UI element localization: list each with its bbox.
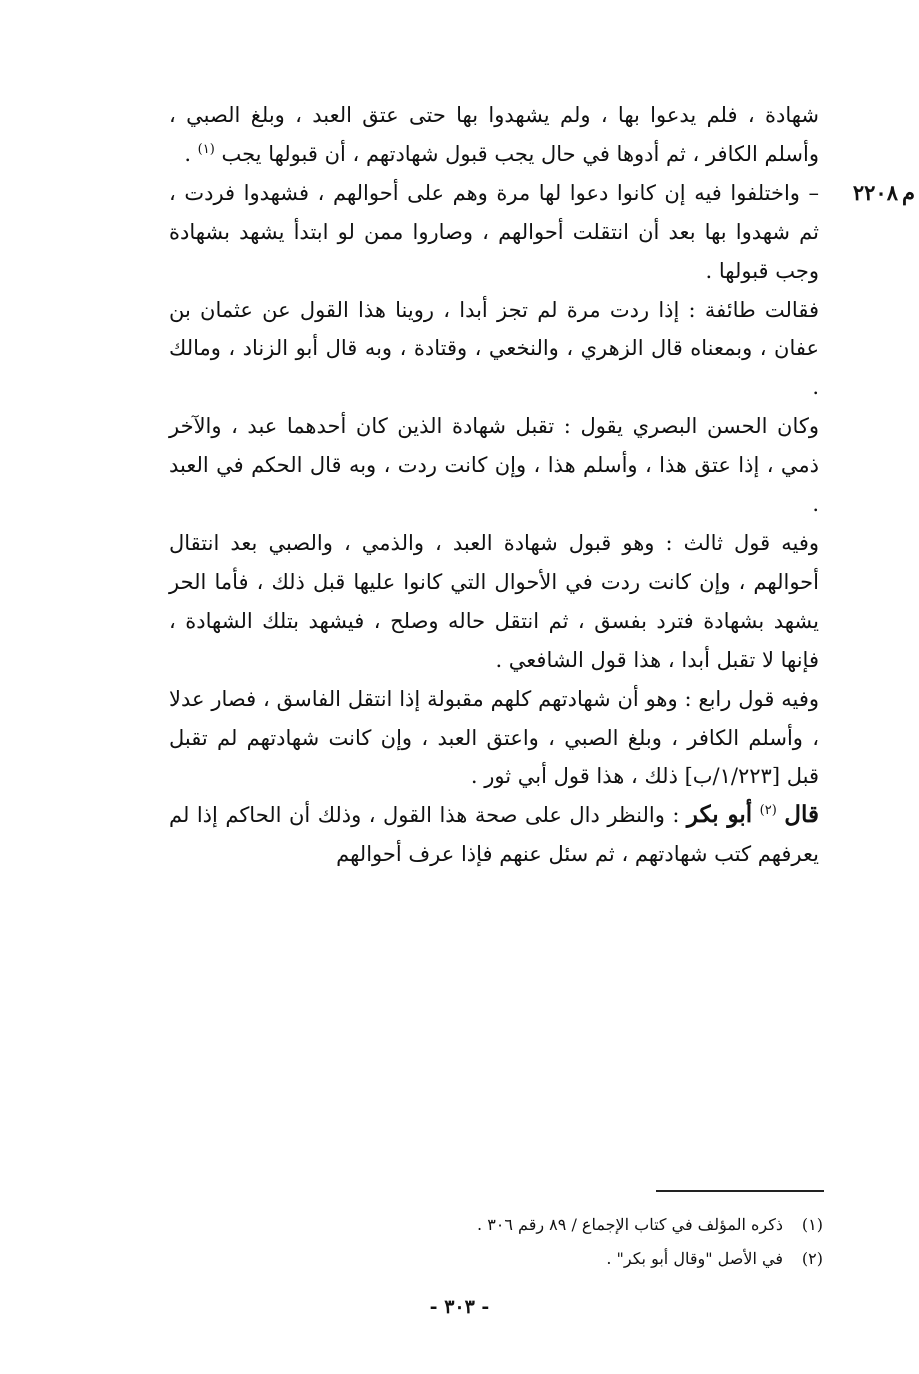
paragraph-tail: . [184,141,198,166]
page-number: - ٣٠٣ - [429,1296,490,1318]
footnote-divider [656,1190,824,1192]
paragraph-hasan-opinion [169,407,819,524]
intro-name: أبو بكر [686,801,753,829]
footnote-marker: (٢) [801,1249,823,1268]
paragraph-fourth-opinion [169,680,819,797]
paragraph-first-opinion [169,291,819,408]
issue-number [823,174,915,213]
paragraph-third-opinion [169,524,819,680]
footnote-item [169,1242,823,1276]
paragraph-abu-bakr [169,796,819,874]
issue-number-prefix: م [901,179,915,205]
paragraph-text: وفيه قول رابع : وهو أن شهادتهم كلهم مقبولة إذا انتقل الفاسق ، فصار عدلا ، وأسلم الكافر ، وبلغ الصبي ، واعتق العبد ، وإن كانت شهادتهم لم تقبل قبل [١/٢٢٣/ب] ذلك ، هذا قول أبي ثور . [169,686,819,789]
footnote-reference[interactable]: (٢) [759,803,777,819]
footnote-text: ذكره المؤلف في كتاب الإجماع / ٨٩ رقم ٣٠٦ . [477,1215,783,1234]
paragraph-text: – واختلفوا فيه إن كانوا دعوا لها مرة وهم على أحوالهم ، فشهدوا فردت ، ثم شهدوا بها بعد أن انتقلت أحوالهم ، وصاروا ممن لو ابتدأ يشهد بشهادة وجب قبولها . [169,180,819,283]
footnotes [169,1208,823,1276]
issue-number-value: ٢٢٠٨ [852,179,898,205]
paragraph-continuation [169,96,819,174]
paragraph-text: وكان الحسن البصري يقول : تقبل شهادة الذين كان أحدهما عبد ، والآخر ذمي ، إذا عتق هذا ، وأسلم هذا ، وإن كانت ردت ، وبه قال الحكم في العبد . [169,414,820,517]
footnote-text: في الأصل "وقال أبو بكر" . [606,1249,783,1268]
footnote-marker: (١) [801,1215,823,1234]
numbered-issue-paragraph [169,174,915,291]
footnote-reference[interactable]: (١) [197,141,215,157]
footnote-item [169,1208,823,1242]
paragraph-text: فقالت طائفة : إذا ردت مرة لم تجز أبدا ، روينا هذا القول عن عثمان بن عفان ، وبمعناه قال الزهري ، والنخعي ، وقتادة ، وبه قال أبو الزناد ، ومالك . [169,297,819,400]
main-text [169,96,915,874]
paragraph-text: شهادة ، فلم يدعوا بها ، ولم يشهدوا بها حتى عتق العبد ، وبلغ الصبي ، وأسلم الكافر ، ثم أدوها في حال يجب قبول شهادتهم ، أن قبولها يجب [169,103,819,166]
intro-word: قال [784,801,819,829]
paragraph-text: : والنظر دال على صحة هذا القول ، وذلك أن الحاكم إذا لم يعرفهم كتب شهادتهم ، ثم سئل عنهم فإذا عرف أحوالهم [169,803,819,867]
paragraph-text: وفيه قول ثالث : وهو قبول شهادة العبد ، والذمي ، والصبي بعد انتقال أحوالهم ، وإن كانت ردت في الأحوال التي كانوا عليها قبل ذلك ، فأما الحر يشهد بشهادة فترد بفسق ، ثم انتقل حاله وصلح ، فيشهد بتلك الشهادة ، فإنها لا تقبل أبدا ، هذا قول الشافعي . [169,530,819,672]
